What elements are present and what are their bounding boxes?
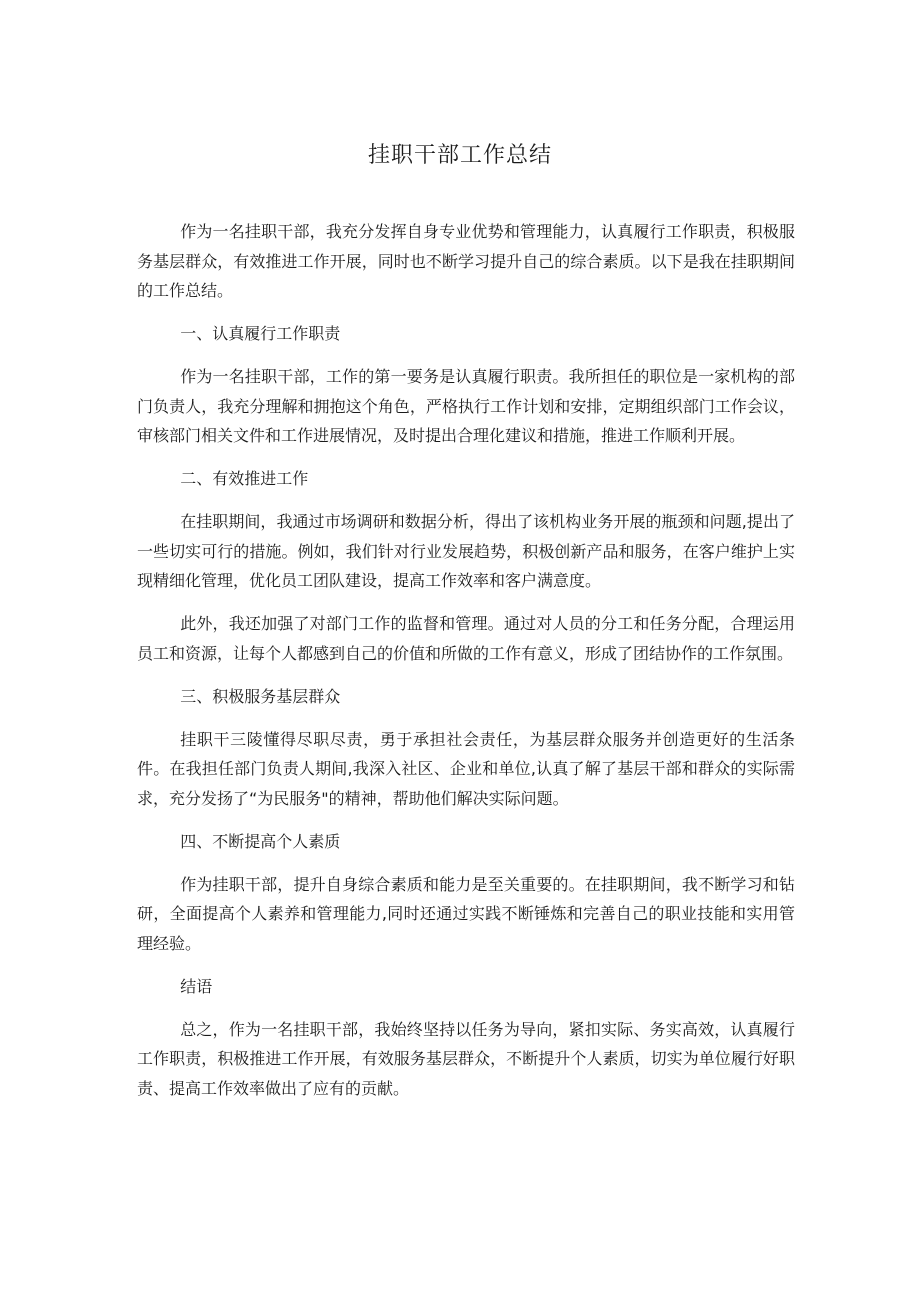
quality-paragraph: 作为挂职干部，提升自身综合素质和能力是至关重要的。在挂职期间，我不断学习和钻研，全面提高个人素养和管理能力,同时还通过实践不断锤炼和完善自己的职业技能和实用管理经验。 (137, 874, 795, 953)
section-heading-service: 三、积极服务基层群众 (180, 686, 341, 706)
document-body (137, 217, 795, 1117)
intro-paragraph: 作为一名挂职干部，我充分发挥自身专业优势和管理能力，认真履行工作职责，积极服务基层群众，有效推进工作开展，同时也不断学习提升自己的综合素质。以下是我在挂职期间的工作总结。 (137, 222, 795, 300)
duties-paragraph: 作为一名挂职干部，工作的第一要务是认真履行职责。我所担任的职位是一家机构的部门负责人，我充分理解和拥抱这个角色，严格执行工作计划和安排，定期组织部门工作会议，审核部门相关文件和工作进展情况，及时提出合理化建议和措施，推进工作顺利开展。 (137, 367, 795, 445)
work-paragraph-1: 在挂职期间，我通过市场调研和数据分析，得出了该机构业务开展的瓶颈和问题,提出了一些切实可行的措施。例如，我们针对行业发展趋势，积极创新产品和服务，在客户维护上实现精细化管理，优化员工团队建设，提高工作效率和客户满意度。 (137, 512, 795, 590)
conclusion-paragraph: 总之，作为一名挂职干部，我始终坚持以任务为导向，紧扣实际、务实高效，认真履行工作职责，积极推进工作开展，有效服务基层群众，不断提升个人素质，切实为单位履行好职责、提高工作效率做出了应有的贡献。 (137, 1019, 795, 1098)
service-paragraph: 挂职干三陵懂得尽职尽责，勇于承担社会责任，为基层群众服务并创造更好的生活条件。在我担任部门负责人期间,我深入社区、企业和单位,认真了解了基层干部和群众的实际需求，充分发扬了“为民服务"的精神，帮助他们解决实际问题。 (137, 729, 795, 808)
work-paragraph-2: 此外，我还加强了对部门工作的监督和管理。通过对人员的分工和任务分配，合理运用员工和资源，让每个人都感到自己的价值和所做的工作有意义，形成了团结协作的工作氛围。 (137, 614, 795, 663)
section-heading-quality: 四、不断提高个人素质 (180, 831, 341, 851)
section-heading-duties: 一、认真履行工作职责 (180, 324, 341, 343)
section-heading-work: 二、有效推进工作 (180, 469, 309, 488)
page-title: 挂职干部工作总结 (367, 143, 552, 168)
section-heading-conclusion: 结语 (180, 976, 213, 996)
